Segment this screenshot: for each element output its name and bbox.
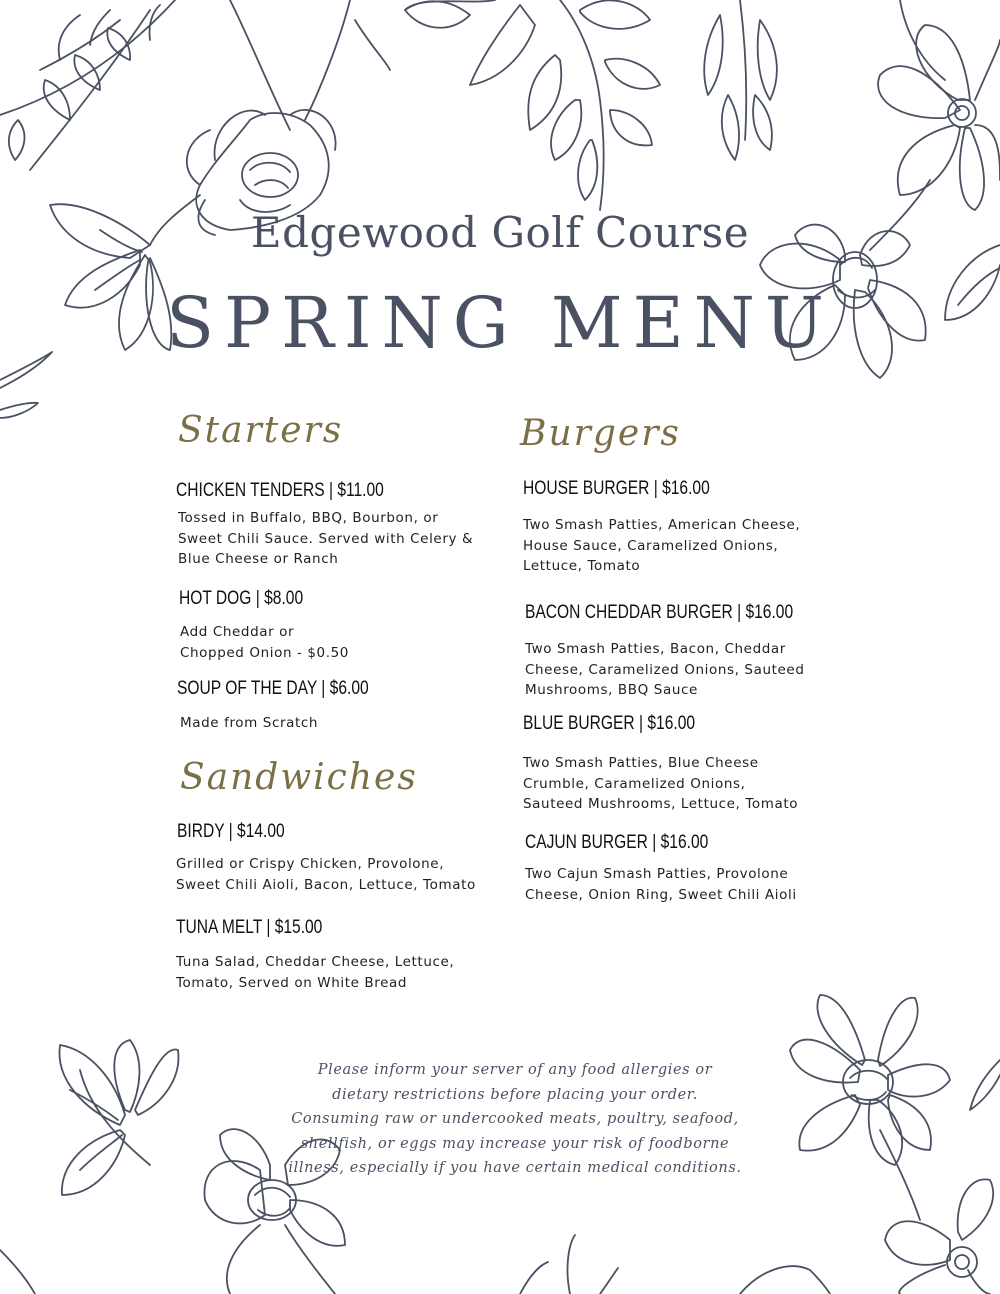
description-line: Add Cheddar or [180,624,295,640]
menu-item-description [523,753,798,815]
menu-item-title: BLUE BURGER | $16.00 [523,713,696,734]
disclaimer-line: dietary restrictions before placing your order. [332,1086,698,1103]
description-line: Two Smash Patties, American Cheese, [523,517,801,533]
disclaimer-line: Please inform your server of any food allergies or [317,1062,713,1078]
description-line: Sauteed Mushrooms, Lettuce, Tomato [523,796,799,812]
venue-title: Edgewood Golf Course [250,208,750,257]
disclaimer-line: Consuming raw or undercooked meats, poultry, seafood, [291,1111,739,1127]
description-line: Two Cajun Smash Patties, Provolone [525,866,789,882]
menu-item-description [176,952,454,993]
description-line: Grilled or Crispy Chicken, Provolone, [176,856,445,872]
description-line: House Sauce, Caramelized Onions, [523,537,779,554]
section-title-burgers: Burgers [520,413,681,454]
description-line: Sweet Chili Aioli, Bacon, Lettuce, Tomato [176,876,476,893]
description-line: Crumble, Caramelized Onions, [523,775,746,792]
menu-item-title: SOUP OF THE DAY | $6.00 [177,678,369,699]
description-line: Tomato, Served on White Bread [176,974,408,991]
description-line: Tuna Salad, Cheddar Cheese, Lettuce, [176,954,455,970]
description-line: Blue Cheese or Ranch [178,551,339,567]
menu-item-title: HOT DOG | $8.00 [179,588,304,609]
description-line: Tossed in Buffalo, BBQ, Bourbon, or [178,510,439,526]
allergy-disclaimer [250,1058,780,1181]
description-line: Mushrooms, BBQ Sauce [525,682,698,698]
menu-item-title: BIRDY | $14.00 [177,821,285,842]
menu-item-description [180,713,318,734]
menu-item-description [525,864,797,905]
menu-item-title: CAJUN BURGER | $16.00 [525,832,709,853]
menu-item-description [525,639,804,701]
menu-item-description [176,854,476,895]
disclaimer-line: illness, especially if you have certain medical conditions. [288,1160,742,1176]
menu-item-description [523,515,800,577]
menu-item-title: HOUSE BURGER | $16.00 [523,478,710,499]
section-title-sandwiches: Sandwiches [180,757,418,798]
disclaimer-line: shellfish, or eggs may increase your risk of foodborne [300,1135,730,1152]
description-line: Two Smash Patties, Blue Cheese [523,755,759,771]
menu-title: SPRING MENU [166,282,834,364]
menu-item-title: CHICKEN TENDERS | $11.00 [176,480,384,501]
description-line: Two Smash Patties, Bacon, Cheddar [525,641,786,657]
description-line: Lettuce, Tomato [523,558,641,574]
description-line: Made from Scratch [180,715,319,731]
menu-item-title: BACON CHEDDAR BURGER | $16.00 [525,602,794,623]
menu-item-description [178,508,473,570]
description-line: Cheese, Caramelized Onions, Sauteed [525,661,805,678]
description-line: Chopped Onion - $0.50 [180,644,349,661]
menu-item-description [180,622,349,663]
menu-item-title: TUNA MELT | $15.00 [176,917,323,938]
section-title-starters: Starters [178,410,344,451]
description-line: Sweet Chili Sauce. Served with Celery & [178,530,474,547]
description-line: Cheese, Onion Ring, Sweet Chili Aioli [525,886,797,903]
